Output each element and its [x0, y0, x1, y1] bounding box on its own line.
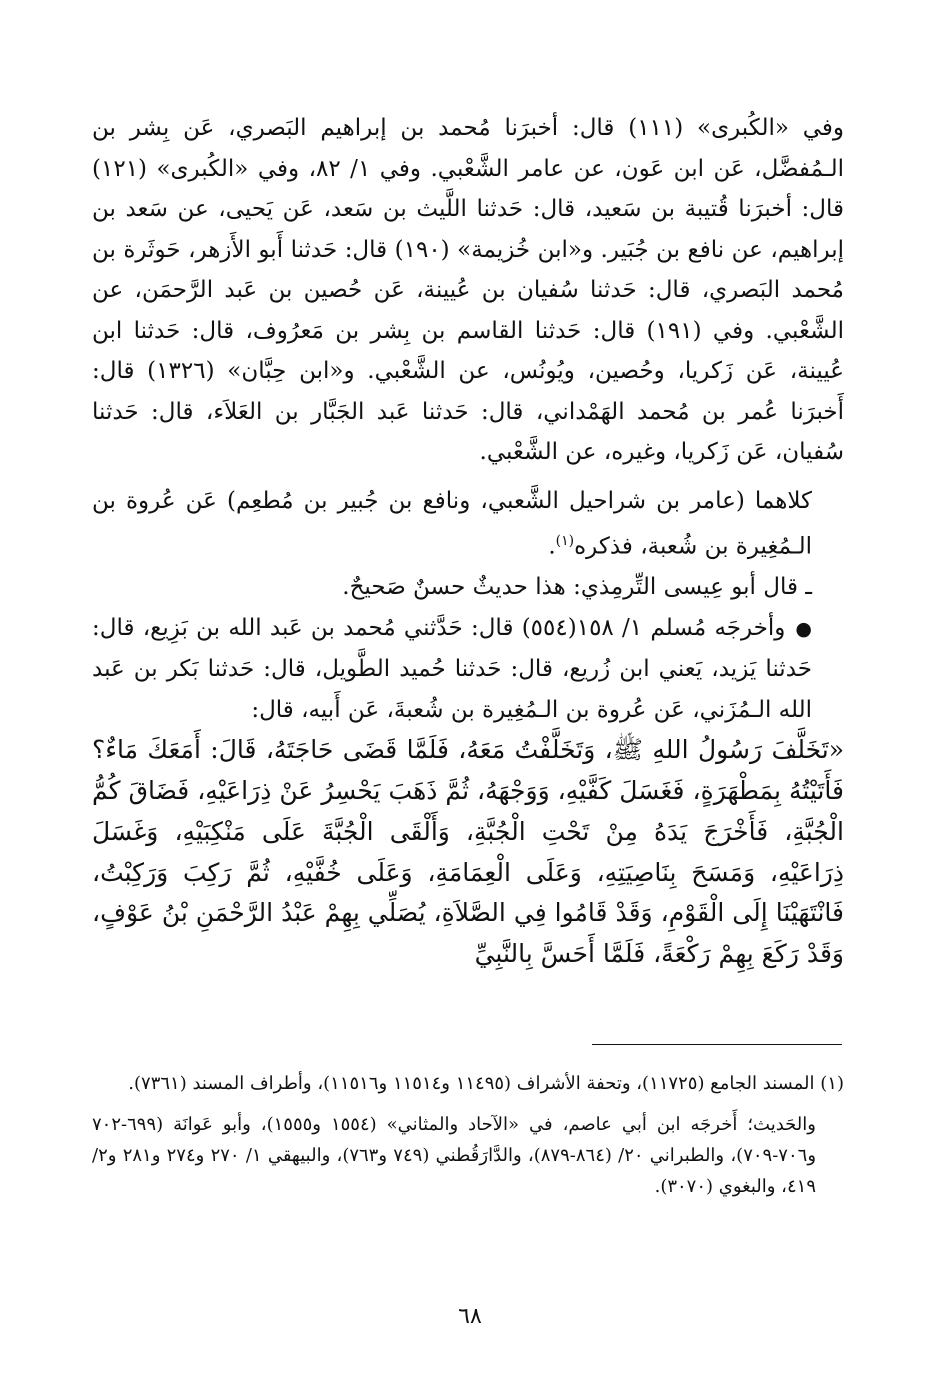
- footnote-1: (١) المسند الجامع (١١٧٢٥)، وتحفة الأشراف (١١٤٩٥ و١١٥١٤ و١١٥١٦)، وأطراف المسند (٧٣٦١).: [128, 1073, 844, 1094]
- bullet-icon: ●: [795, 617, 812, 640]
- hadith-text: «تَخَلَّفَ رَسُولُ اللهِ ﷺ، وَتَخَلَّفْتُ مَعَهُ، فَلَمَّا قَضَى حَاجَتَهُ، قَالَ: أَمَعَكَ مَاءٌ؟ فَأَتَيْتُهُ بِمَطْهَرَةٍ، فَغَسَلَ كَفَّيْهِ، وَوَجْهَهُ، ثُمَّ ذَهَبَ يَحْسِرُ عَنْ ذِرَاعَيْهِ، فَضَاقَ كُمُّ الْجُبَّةِ، فَأَخْرَجَ يَدَهُ مِنْ تَحْتِ الْجُبَّةِ، وَأَلْقَى الْجُبَّةَ عَلَى مَنْكِبَيْهِ، وَغَسَلَ ذِرَاعَيْهِ، وَمَسَحَ بِنَاصِيَتِهِ، وَعَلَى الْعِمَامَةِ، وَعَلَى خُفَّيْهِ، ثُمَّ رَكِبَ وَرَكِبْتُ، فَانْتَهَيْنَا إِلَى الْقَوْمِ، وَقَدْ قَامُوا فِي الصَّلاَةِ، يُصَلِّي بِهِمْ عَبْدُ الرَّحْمَنِ بْنُ عَوْفٍ، وَقَدْ رَكَعَ بِهِمْ رَكْعَةً، فَلَمَّا أَحَسَّ بِالنَّبِيِّ: [92, 735, 845, 969]
- paragraph-both-narrators-text: كلاهما (عامر بن شراحيل الشَّعبي، ونافع بن جُبير بن مُطعِم) عَن عُروة بن الـمُغِيرة بن شُعبة، فذكره: [92, 487, 812, 560]
- paragraph-both-narrators: كلاهما (عامر بن شراحيل الشَّعبي، ونافع بن جُبير بن مُطعِم) عَن عُروة بن الـمُغِيرة بن شُعبة، فذكره$^{(١)}$.: [92, 487, 812, 560]
- footnote-ref: (١): [555, 533, 575, 549]
- paragraph-muslim-text: وأخرجَه مُسلم ١/ ١٥٨(٥٥٤) قال: حَدَّثني مُحمد بن عَبد الله بن بَزِيع، قال: حَدثنا يَزيد، يَعني ابن زُريع، قال: حَدثنا حُميد الطَّويل، قال: حَدثنا بَكر بن عَبد الله الـمُزَني، عَن عُروة بن الـمُغِيرة بن شُعبةَ، عَن أَبيه، قال:: [92, 614, 812, 723]
- paragraph-chains: وفي «الكُبرى» (١١١) قال: أخبرَنا مُحمد بن إبراهيم البَصري، عَن بِشر بن الـمُفضَّل، عَن ابن عَون، عن عامر الشَّعْبي. وفي ١/ ٨٢، وفي «الكُبرى» (١٢١) قال: أخبرَنا قُتيبة بن سَعيد، قال: حَدثنا اللَّيث بن سَعد، عَن يَحيى، عن سَعد بن إبراهيم، عن نافع بن جُبَير. و«ابن خُزيمة» (١٩٠) قال: حَدثنا أَبو الأَزهر، حَوثَرة بن مُحمد البَصري، قال: حَدثنا سُفيان بن عُيينة، عَن حُصين بن عَبد الرَّحمَن، عن الشَّعْبي. وفي (١٩١) قال: حَدثنا القاسم بن بِشر بن مَعرُوف، قال: حَدثنا ابن عُيينة، عَن زَكريا، وحُصين، ويُونُس، عن الشَّعْبي. و«ابن حِبَّان» (١٣٢٦) قال: أَخبرَنا عُمر بن مُحمد الهَمْداني، قال: حَدثنا عَبد الجَبَّار بن العَلاَء، قال: حَدثنا سُفيان، عَن زَكريا، وغيره، عن الشَّعْبي.: [92, 115, 845, 465]
- main-text: [92, 108, 844, 975]
- paragraph-muslim: [92, 608, 844, 731]
- paragraph-tirmidhi-grading: ـ قال أبو عِيسى التِّرمِذي: هذا حديثٌ حسنٌ صَحيحٌ.: [342, 574, 812, 601]
- footnotes: [92, 1068, 844, 1202]
- page-number: ٦٨: [458, 1304, 482, 1329]
- footnote-hadith-sources: والحَديث؛ أَخرجَه ابن أبي عاصم، في «الآحاد والمثاني» (١٥٥٤ و١٥٥٥)، وأبو عَوانَة (٦٩٩-٧٠٢ و٧٠٦-٧٠٩)، والطبراني ٢٠/ (٨٦٤-٨٧٩)، والدَّارَقُطني (٧٤٩ و٧٦٣)، والبيهقي ١/ ٢٧٠ و٢٧٤ و٢٨١ و٢/ ٤١٩، والبغوي (٣٠٧٠).: [92, 1114, 817, 1197]
- footnote-divider: [592, 1044, 842, 1045]
